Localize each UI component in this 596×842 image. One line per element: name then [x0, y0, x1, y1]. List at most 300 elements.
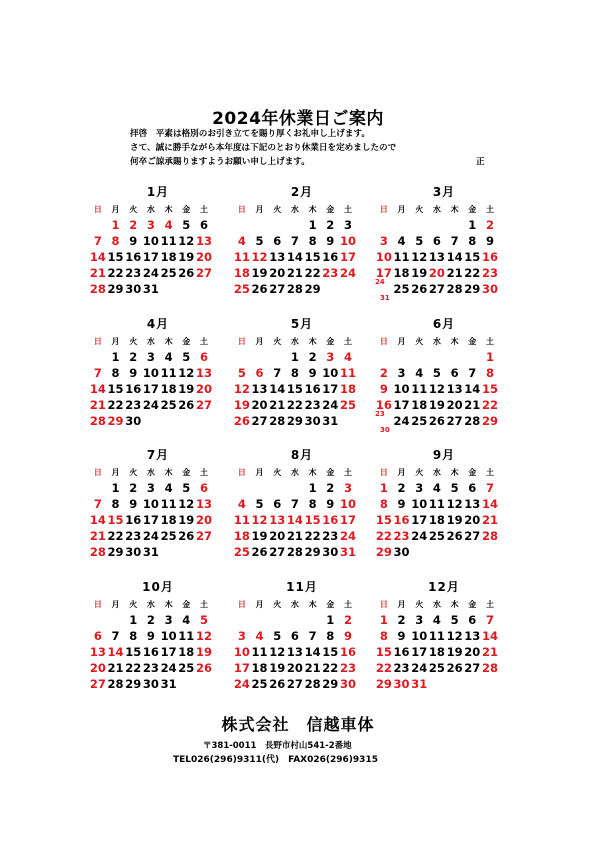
day-cell: 15: [125, 645, 142, 659]
day-cell: 13: [195, 366, 212, 380]
weekday-label: 火: [273, 204, 282, 214]
day-cell: 14: [269, 382, 286, 396]
day-cell: 15: [304, 513, 321, 527]
day-cell: 3: [379, 234, 388, 248]
day-cell: 5: [255, 497, 264, 511]
day-cell: 3: [326, 350, 335, 364]
month-calendar: [233, 183, 357, 297]
day-cell: 12: [446, 629, 463, 643]
day-cell: 20: [195, 250, 212, 264]
weekday-label: 金: [468, 467, 477, 477]
day-cell: 23: [304, 398, 321, 412]
weekday-label: 日: [379, 336, 388, 346]
day-cell: 19: [428, 398, 445, 412]
weekday-label: 水: [290, 599, 299, 609]
day-cell: 29: [304, 282, 321, 296]
day-cell: 28: [107, 677, 124, 691]
day-cell: 13: [251, 382, 268, 396]
day-grid: [375, 349, 499, 434]
day-cell: 10: [393, 382, 410, 396]
weekday-label: 木: [308, 467, 317, 477]
day-cell: 8: [111, 366, 120, 380]
day-cell: 27: [195, 266, 212, 280]
day-cell: 23: [393, 529, 410, 543]
day-cell: 29: [107, 282, 124, 296]
day-cell: 3: [343, 481, 352, 495]
month-calendar: [89, 446, 213, 560]
weekday-label: 金: [468, 336, 477, 346]
day-cell: 26: [411, 282, 428, 296]
day-cell: 26: [446, 529, 463, 543]
day-cell: 10: [339, 497, 356, 511]
day-cell: 11: [428, 497, 445, 511]
month-calendar: [375, 446, 499, 560]
weekday-label: 木: [308, 204, 317, 214]
month-calendar: [375, 183, 499, 302]
weekday-header: [89, 333, 213, 349]
weekday-label: 日: [379, 599, 388, 609]
day-cell: 4: [164, 350, 173, 364]
page-title: 2024年休業日ご案内: [212, 109, 384, 129]
day-cell: 6: [290, 629, 299, 643]
day-cell: 14: [481, 629, 498, 643]
day-grid: [375, 612, 499, 692]
day-cell: 3: [237, 629, 246, 643]
day-cell: 27: [251, 414, 268, 428]
day-cell: 28: [464, 414, 481, 428]
weekday-header: [375, 201, 499, 217]
day-cell: 27: [428, 282, 445, 296]
day-cell: 29: [375, 545, 392, 559]
day-cell: 8: [326, 629, 335, 643]
weekday-header: [375, 464, 499, 480]
day-cell: 31: [339, 545, 356, 559]
day-cell: 1: [111, 481, 120, 495]
day-cell: 19: [269, 661, 286, 675]
day-cell: 15: [464, 250, 481, 264]
day-cell: 28: [481, 661, 498, 675]
day-cell: 21: [286, 529, 303, 543]
day-cell: 8: [485, 366, 494, 380]
day-cell: 27: [464, 529, 481, 543]
day-cell: 15: [481, 382, 498, 396]
day-cell: 13: [269, 250, 286, 264]
day-cell: 31: [160, 677, 177, 691]
day-cell: 14: [304, 645, 321, 659]
day-grid: [89, 480, 213, 560]
day-cell: 25: [233, 282, 250, 296]
day-cell: 30: [125, 282, 142, 296]
day-cell: 4: [432, 613, 441, 627]
day-cell: 27: [195, 529, 212, 543]
day-cell: 4: [237, 234, 246, 248]
weekday-label: 土: [199, 204, 208, 214]
day-cell: 17: [411, 645, 428, 659]
day-cell: 16: [339, 645, 356, 659]
weekday-label: 木: [164, 204, 173, 214]
day-cell: 29: [304, 545, 321, 559]
day-cell: 5: [415, 234, 424, 248]
month-label: 3月: [432, 185, 456, 199]
day-cell: 16: [322, 250, 339, 264]
day-cell: 1: [129, 613, 138, 627]
day-cell: 7: [485, 481, 494, 495]
weekday-header: [89, 596, 213, 612]
day-cell: 16: [375, 398, 392, 412]
day-cell: 1: [485, 350, 494, 364]
company-name: 株式会社 信越車体: [221, 715, 375, 734]
day-grid: [89, 612, 213, 692]
day-cell: 28: [304, 677, 321, 691]
day-cell: 8: [308, 234, 317, 248]
day-cell: 10: [142, 497, 159, 511]
month-calendar: [89, 578, 213, 692]
weekday-label: 月: [397, 467, 406, 477]
day-cell: 19: [233, 398, 250, 412]
day-cell: 2: [308, 350, 317, 364]
day-cell: 4: [415, 366, 424, 380]
weekday-label: 木: [450, 204, 459, 214]
month-calendar: [89, 183, 213, 297]
day-cell: 24: [411, 529, 428, 543]
greeting-line-3: 何卒ご諒承賜りますようお願い申し上げます。: [130, 157, 310, 167]
day-cell: 23: [393, 661, 410, 675]
weekday-label: 木: [450, 336, 459, 346]
day-cell: 8: [111, 234, 120, 248]
day-cell: 4: [164, 481, 173, 495]
weekday-label: 水: [290, 467, 299, 477]
day-cell: 14: [89, 382, 106, 396]
day-cell-split: 23 30: [375, 409, 390, 434]
day-cell: 7: [93, 497, 102, 511]
day-cell: 2: [397, 613, 406, 627]
day-cell: 24: [142, 529, 159, 543]
day-cell: 28: [481, 529, 498, 543]
day-cell: 10: [339, 234, 356, 248]
day-cell: 28: [286, 282, 303, 296]
weekday-label: 月: [255, 204, 264, 214]
day-cell: 25: [393, 282, 410, 296]
weekday-label: 土: [199, 467, 208, 477]
day-cell: 11: [233, 513, 250, 527]
month-label: 8月: [290, 448, 314, 462]
day-cell: 12: [251, 513, 268, 527]
day-cell: 9: [343, 629, 352, 643]
weekday-label: 火: [129, 204, 138, 214]
day-cell: 12: [178, 366, 195, 380]
day-cell: 21: [304, 661, 321, 675]
day-cell: 9: [379, 382, 388, 396]
day-cell: 3: [146, 350, 155, 364]
day-cell: 17: [322, 382, 339, 396]
weekday-label: 日: [93, 336, 102, 346]
day-cell: 15: [375, 513, 392, 527]
day-cell: 15: [286, 382, 303, 396]
day-cell: 8: [468, 234, 477, 248]
day-cell: 22: [464, 266, 481, 280]
day-cell: 8: [290, 366, 299, 380]
weekday-label: 月: [111, 336, 120, 346]
day-cell: 2: [129, 481, 138, 495]
weekday-header: [233, 201, 357, 217]
day-cell: 17: [142, 250, 159, 264]
day-cell: 8: [379, 629, 388, 643]
month-label: 9月: [432, 448, 456, 462]
day-cell: 26: [178, 529, 195, 543]
weekday-label: 火: [415, 599, 424, 609]
day-cell: 7: [308, 629, 317, 643]
day-cell: 7: [93, 234, 102, 248]
weekday-label: 火: [129, 467, 138, 477]
day-cell: 1: [468, 218, 477, 232]
day-cell: 27: [89, 677, 106, 691]
day-cell: 18: [160, 382, 177, 396]
day-cell: 18: [339, 382, 356, 396]
day-cell: 23: [339, 661, 356, 675]
day-cell: 6: [432, 234, 441, 248]
day-cell: 16: [125, 382, 142, 396]
day-cell: 2: [379, 366, 388, 380]
day-cell: 25: [251, 677, 268, 691]
weekday-label: 日: [237, 204, 246, 214]
day-cell: 17: [233, 661, 250, 675]
weekday-label: 月: [111, 204, 120, 214]
day-cell: 4: [343, 350, 352, 364]
day-cell: 7: [93, 366, 102, 380]
day-cell: 16: [393, 513, 410, 527]
weekday-label: 火: [273, 336, 282, 346]
weekday-label: 木: [308, 599, 317, 609]
day-cell: 17: [411, 513, 428, 527]
day-cell: 15: [375, 645, 392, 659]
day-cell: 28: [89, 545, 106, 559]
day-cell: 23: [142, 661, 159, 675]
weekday-label: 木: [450, 467, 459, 477]
day-cell: 6: [450, 366, 459, 380]
month-calendar: [233, 315, 357, 429]
weekday-label: 水: [146, 336, 155, 346]
day-cell: 11: [251, 645, 268, 659]
day-cell: 4: [182, 613, 191, 627]
day-cell: 15: [322, 645, 339, 659]
day-cell: 11: [428, 629, 445, 643]
greeting-line-2: さて、誠に勝手ながら本年度は下記のとおり休業日を定めましたので: [130, 143, 397, 153]
day-cell: 10: [375, 250, 392, 264]
day-cell: 25: [428, 529, 445, 543]
day-cell: 2: [129, 218, 138, 232]
weekday-header: [233, 464, 357, 480]
greeting-text: [130, 127, 396, 169]
weekday-label: 月: [255, 336, 264, 346]
day-cell: 4: [237, 497, 246, 511]
day-cell: 17: [375, 266, 392, 280]
weekday-label: 火: [415, 204, 424, 214]
month-calendar: [233, 446, 357, 560]
day-cell: 12: [178, 234, 195, 248]
day-cell: 20: [195, 513, 212, 527]
weekday-label: 月: [397, 599, 406, 609]
day-cell: 7: [111, 629, 120, 643]
day-cell: 30: [304, 414, 321, 428]
day-cell: 30: [125, 545, 142, 559]
day-cell: 8: [308, 497, 317, 511]
day-cell: 13: [195, 234, 212, 248]
day-cell: 3: [397, 366, 406, 380]
day-cell: 24: [233, 677, 250, 691]
day-cell: 25: [233, 545, 250, 559]
weekday-label: 土: [343, 204, 352, 214]
day-cell: 31: [411, 677, 428, 691]
day-cell: 7: [273, 366, 282, 380]
day-cell: 10: [233, 645, 250, 659]
day-cell: 25: [178, 661, 195, 675]
day-cell: 26: [251, 282, 268, 296]
day-cell: 22: [375, 529, 392, 543]
day-cell: 4: [432, 481, 441, 495]
day-grid: [89, 349, 213, 429]
weekday-label: 金: [182, 204, 191, 214]
day-cell: 3: [415, 481, 424, 495]
day-cell: 11: [393, 250, 410, 264]
weekday-label: 火: [129, 599, 138, 609]
day-cell: 17: [339, 513, 356, 527]
weekday-label: 土: [485, 467, 494, 477]
day-cell: 29: [107, 414, 124, 428]
weekday-label: 火: [415, 336, 424, 346]
day-cell: 27: [446, 414, 463, 428]
day-cell: 7: [290, 497, 299, 511]
day-cell: 26: [428, 414, 445, 428]
day-cell: 14: [446, 250, 463, 264]
day-grid: [233, 612, 357, 692]
day-cell: 31: [322, 414, 339, 428]
weekday-label: 水: [146, 204, 155, 214]
day-cell: 9: [326, 234, 335, 248]
day-grid: [233, 349, 357, 429]
day-cell: 20: [428, 266, 445, 280]
day-cell: 18: [233, 266, 250, 280]
day-cell: 25: [160, 266, 177, 280]
day-cell: 1: [379, 613, 388, 627]
day-cell: 6: [199, 350, 208, 364]
weekday-label: 金: [326, 599, 335, 609]
day-grid: [233, 480, 357, 560]
day-cell: 23: [481, 266, 498, 280]
month-calendar: [375, 315, 499, 434]
weekday-label: 日: [93, 204, 102, 214]
day-cell: 16: [125, 513, 142, 527]
weekday-label: 月: [111, 599, 120, 609]
weekday-label: 日: [93, 599, 102, 609]
weekday-label: 金: [326, 467, 335, 477]
day-cell: 30: [393, 545, 410, 559]
day-cell: 2: [146, 613, 155, 627]
day-cell: 26: [195, 661, 212, 675]
day-cell: 9: [129, 366, 138, 380]
day-cell: 27: [195, 398, 212, 412]
day-cell: 20: [464, 513, 481, 527]
day-cell: 26: [233, 414, 250, 428]
day-cell: 5: [182, 350, 191, 364]
month-calendar: [233, 578, 357, 692]
day-cell: 22: [304, 266, 321, 280]
day-cell: 20: [286, 661, 303, 675]
weekday-label: 木: [164, 336, 173, 346]
weekday-label: 水: [432, 467, 441, 477]
day-cell: 25: [339, 398, 356, 412]
day-cell: 29: [464, 282, 481, 296]
day-cell: 22: [286, 398, 303, 412]
day-cell: 17: [142, 382, 159, 396]
day-cell: 30: [142, 677, 159, 691]
day-cell: 19: [446, 513, 463, 527]
day-cell: 1: [308, 481, 317, 495]
day-cell: 12: [195, 629, 212, 643]
day-cell: 22: [125, 661, 142, 675]
day-cell: 21: [464, 398, 481, 412]
day-cell: 6: [199, 481, 208, 495]
day-cell: 13: [269, 513, 286, 527]
day-cell: 24: [393, 414, 410, 428]
day-cell: 13: [428, 250, 445, 264]
day-cell: 17: [160, 645, 177, 659]
day-cell: 21: [481, 645, 498, 659]
day-cell: 29: [286, 414, 303, 428]
greeting-line-1: 拝啓 平素は格別のお引き立てを賜り厚くお礼申し上げます。: [130, 129, 370, 139]
day-cell: 27: [464, 661, 481, 675]
month-label: 5月: [290, 317, 314, 331]
day-cell: 3: [146, 218, 155, 232]
month-label: 6月: [432, 317, 456, 331]
day-cell: 10: [322, 366, 339, 380]
day-cell: 18: [160, 250, 177, 264]
month-label: 12月: [428, 580, 460, 594]
day-cell: 19: [251, 266, 268, 280]
day-cell: 1: [379, 481, 388, 495]
day-cell: 2: [326, 218, 335, 232]
day-cell: 23: [125, 529, 142, 543]
day-cell: 8: [129, 629, 138, 643]
weekday-label: 日: [93, 467, 102, 477]
day-cell: 18: [428, 645, 445, 659]
day-cell: 7: [468, 366, 477, 380]
weekday-label: 月: [397, 336, 406, 346]
day-cell: 1: [290, 350, 299, 364]
month-label: 2月: [290, 185, 314, 199]
weekday-label: 木: [164, 599, 173, 609]
day-cell: 14: [286, 513, 303, 527]
day-cell: 6: [468, 613, 477, 627]
day-cell: 10: [160, 629, 177, 643]
day-cell: 26: [269, 677, 286, 691]
day-cell: 10: [142, 366, 159, 380]
closing-mark: 正: [476, 157, 485, 167]
day-cell: 13: [286, 645, 303, 659]
day-cell: 21: [89, 266, 106, 280]
day-cell: 27: [269, 282, 286, 296]
day-cell: 13: [195, 497, 212, 511]
day-cell: 12: [178, 497, 195, 511]
day-cell: 2: [129, 350, 138, 364]
day-cell: 3: [343, 218, 352, 232]
weekday-label: 日: [237, 467, 246, 477]
day-cell: 10: [411, 497, 428, 511]
day-cell: 22: [375, 661, 392, 675]
day-cell: 1: [111, 350, 120, 364]
day-cell: 6: [255, 366, 264, 380]
day-cell: 28: [89, 282, 106, 296]
day-cell: 23: [322, 529, 339, 543]
